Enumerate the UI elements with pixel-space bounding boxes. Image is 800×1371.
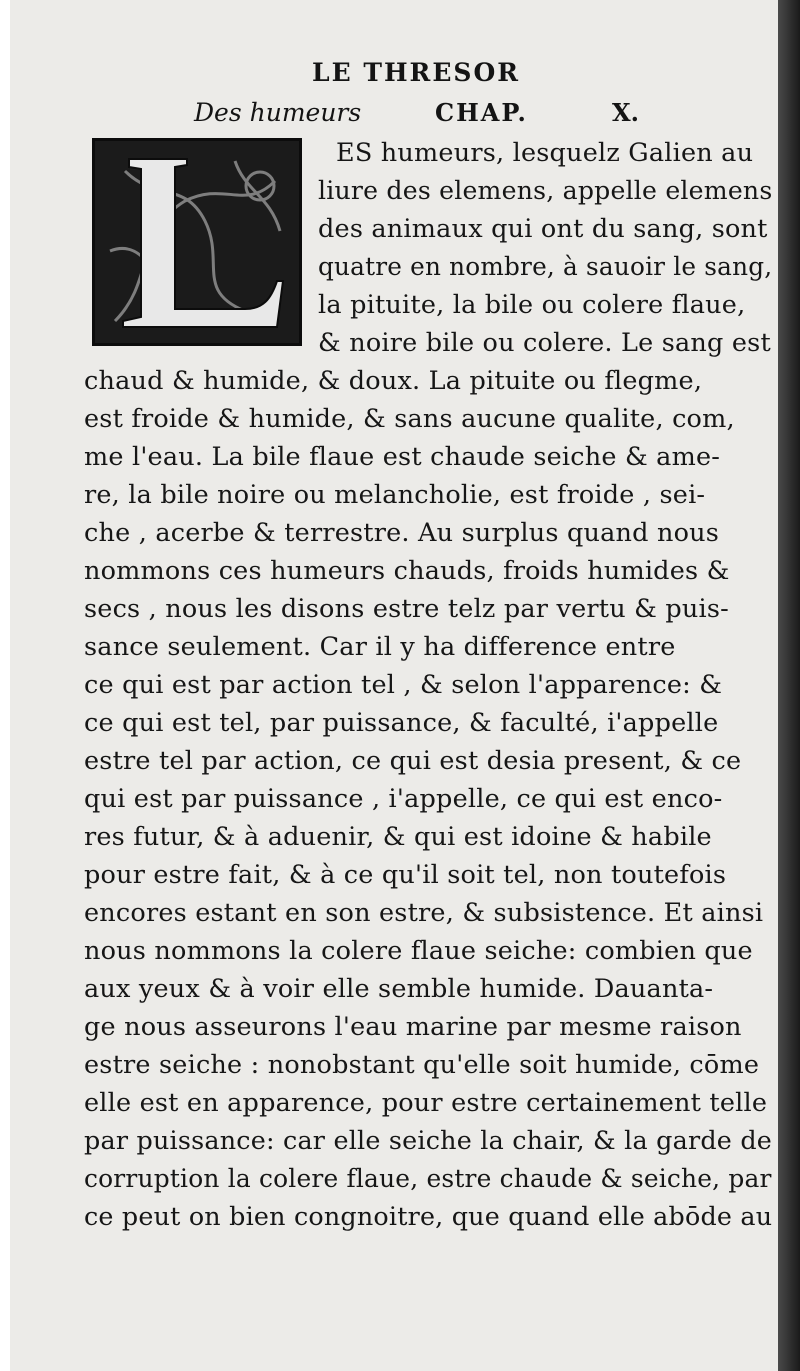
text-line: ce qui est par action tel , & selon l'apparence: &: [84, 670, 723, 700]
text-line: la pituite, la bile ou colere flaue,: [318, 290, 746, 320]
section-title: Des humeurs: [194, 98, 362, 127]
text-line: ce qui est tel, par puissance, & faculté, i'appelle: [84, 708, 719, 738]
text-line: pour estre fait, & à ce qu'il soit tel, non toutefois: [84, 860, 727, 890]
text-line: re, la bile noire ou melancholie, est froide , sei-: [84, 480, 706, 510]
text-line: chaud & humide, & doux. La pituite ou flegme,: [84, 366, 703, 396]
text-line: me l'eau. La bile flaue est chaude seiche & ame-: [84, 442, 721, 472]
text-line: estre seiche : nonobstant qu'elle soit humide, cōme: [84, 1050, 760, 1080]
ornament-icon: [95, 141, 299, 343]
text-line: encores estant en son estre, & subsistence. Et ainsi: [84, 898, 764, 928]
text-line: quatre en nombre, à sauoir le sang,: [318, 252, 773, 282]
text-line: qui est par puissance , i'appelle, ce qui est enco-: [84, 784, 723, 814]
text-line: res futur, & à aduenir, & qui est idoine & habile: [84, 822, 712, 852]
running-title: LE THRESOR: [312, 58, 521, 87]
text-line: secs , nous les disons estre telz par vertu & puis-: [84, 594, 729, 624]
text-line: estre tel par action, ce qui est desia present, & ce: [84, 746, 742, 776]
text-line: ge nous asseurons l'eau marine par mesme raison: [84, 1012, 742, 1042]
text-line: par puissance: car elle seiche la chair, & la garde de: [84, 1126, 773, 1156]
text-line: liure des elemens, appelle elemens: [318, 176, 773, 206]
text-line: corruption la colere flaue, estre chaude & seiche, par: [84, 1164, 772, 1194]
decorated-initial-letter: [92, 138, 302, 346]
page-edge: [778, 0, 800, 1371]
chapter-number: X.: [612, 98, 639, 127]
text-line: ce peut on bien congnoitre, que quand elle abōde au: [84, 1202, 773, 1232]
text-line: ES humeurs, lesquelz Galien au: [336, 138, 754, 168]
text-line: des animaux qui ont du sang, sont: [318, 214, 768, 244]
text-line: nous nommons la colere flaue seiche: combien que: [84, 936, 753, 966]
text-line: nommons ces humeurs chauds, froids humides &: [84, 556, 730, 586]
text-line: & noire bile ou colere. Le sang est: [318, 328, 771, 358]
text-line: est froide & humide, & sans aucune qualite, com,: [84, 404, 735, 434]
text-line: che , acerbe & terrestre. Au surplus quand nous: [84, 518, 720, 548]
text-line: aux yeux & à voir elle semble humide. Dauanta-: [84, 974, 714, 1004]
text-line: elle est en apparence, pour estre certainement telle: [84, 1088, 768, 1118]
text-line: sance seulement. Car il y ha difference entre: [84, 632, 676, 662]
chapter-label: CHAP.: [435, 98, 528, 127]
